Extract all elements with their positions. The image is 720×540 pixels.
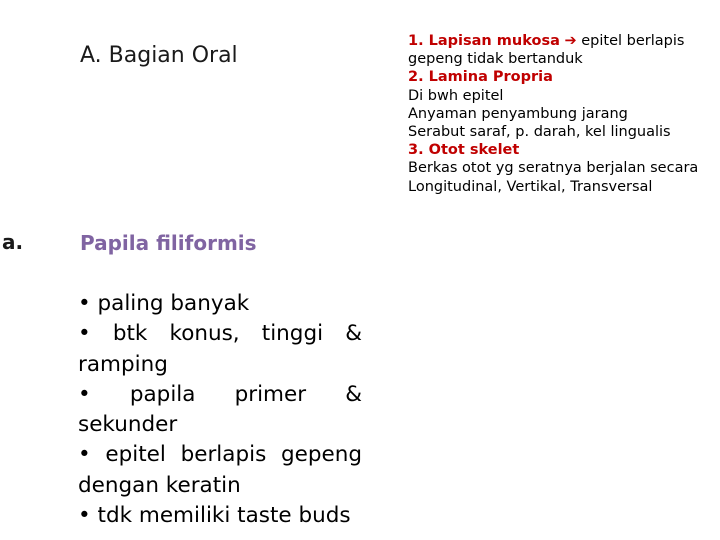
section-heading: A. Bagian Oral <box>80 43 238 68</box>
bullet-item: • paling banyak <box>78 291 250 316</box>
bullet-item: • tdk memiliki taste buds <box>78 503 351 529</box>
section-mukosa <box>408 32 720 68</box>
papila-filiformis-title: Papila filiformis <box>80 231 257 255</box>
lamina-line: Serabut saraf, p. darah, kel lingualis <box>408 124 671 141</box>
otot-skelet-title: 3. Otot skelet <box>408 142 520 159</box>
otot-line: Longitudinal, Vertikal, Transversal <box>408 178 653 195</box>
lamina-line: Di bwh epitel <box>408 87 504 104</box>
lamina-line: Anyaman penyambung jarang <box>408 105 628 122</box>
bullet-item: • papila primer & sekunder <box>78 381 362 438</box>
mukosa-text: epitel berlapis gepeng tidak bertanduk <box>408 33 685 68</box>
layer-description <box>408 32 720 196</box>
bullet-item: • btk konus, tinggi & ramping <box>78 321 362 377</box>
otot-line: Berkas otot yg seratnya berjalan secara <box>408 160 699 177</box>
item-letter: a. <box>2 230 24 254</box>
bullet-list <box>78 289 362 531</box>
lamina-propria-title: 2. Lamina Propria <box>408 69 553 86</box>
arrow-right-icon: ➔ <box>564 33 577 49</box>
mukosa-title: 1. Lapisan mukosa <box>408 33 560 49</box>
bullet-item: • epitel berlapis gepeng dengan keratin <box>78 442 362 498</box>
